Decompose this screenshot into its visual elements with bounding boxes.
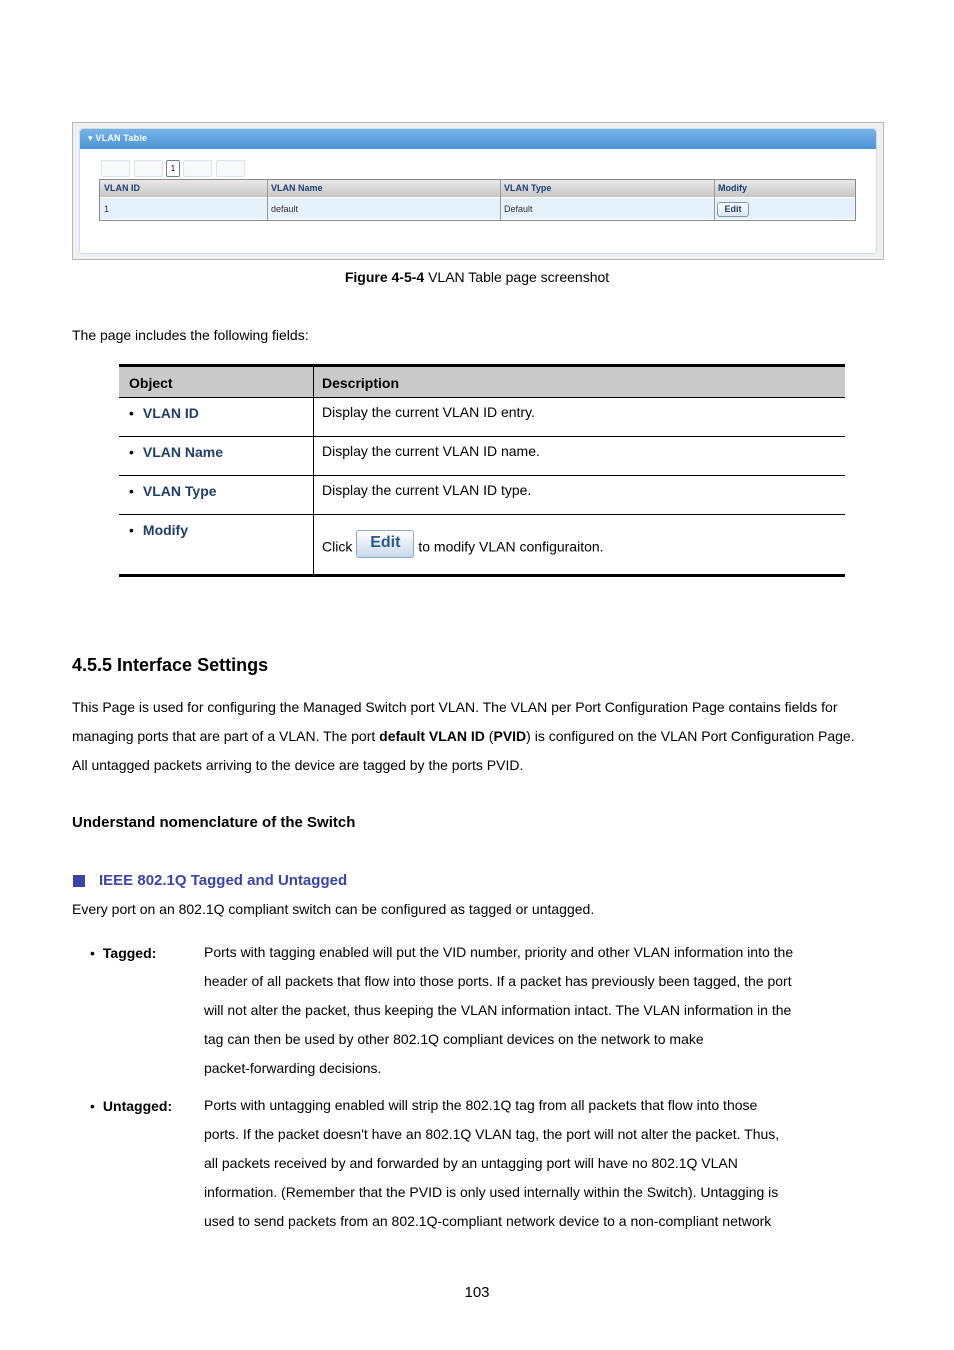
field-object-vlan-type: • VLAN Type	[129, 483, 217, 499]
field-object-vlan-id: • VLAN ID	[129, 405, 199, 421]
subheading: Understand nomenclature of the Switch	[72, 814, 356, 831]
field-desc-vlan-type: Display the current VLAN ID type.	[322, 482, 532, 498]
field-object-modify: • Modify	[129, 522, 189, 538]
section-paragraph-line: managing ports that are part of a VLAN. The port default VLAN ID (PVID) is configured on the VLAN Port Configuration Page.	[72, 728, 855, 744]
edit-button[interactable]: Edit	[717, 202, 749, 217]
col-header-vlan-name: VLAN Name	[271, 183, 323, 193]
row-divider	[119, 397, 845, 398]
col-header-vlan-id: VLAN ID	[104, 183, 140, 193]
item-text-line: Ports with untagging enabled will strip the 802.1Q tag from all packets that flow into those	[204, 1097, 758, 1113]
row-divider	[119, 436, 845, 437]
section-title: 4.5.5 Interface Settings	[72, 655, 269, 675]
field-object-vlan-name: • VLAN Name	[129, 444, 224, 460]
item-label-tagged: • Tagged:	[90, 945, 157, 961]
edit-button[interactable]: Edit	[356, 530, 414, 558]
field-desc-modify: Click Edit to modify VLAN configuraiton.	[322, 534, 604, 562]
ieee-heading: IEEE 802.1Q Tagged and Untagged	[99, 872, 348, 889]
item-text-line: will not alter the packet, thus keeping the VLAN information intact. The VLAN information in the	[204, 1002, 792, 1018]
row-divider	[119, 475, 845, 476]
table-bottom-rule	[119, 574, 845, 577]
figure-number: Figure 4-5-4	[344, 269, 425, 285]
vlan-table-panel-header	[80, 129, 876, 149]
fields-intro: The page includes the following fields:	[72, 327, 309, 343]
section-paragraph-line: This Page is used for configuring the Managed Switch port VLAN. The VLAN per Port Configuration Page contains fields for	[72, 699, 838, 715]
item-text-line: Ports with tagging enabled will put the VID number, priority and other VLAN information into the	[204, 944, 794, 960]
item-text-line: ports. If the packet doesn't have an 802.1Q VLAN tag, the port will not alter the packet. Thus,	[204, 1126, 780, 1142]
field-desc-vlan-id: Display the current VLAN ID entry.	[322, 404, 535, 420]
figure-caption	[0, 269, 954, 285]
pager-next-button[interactable]	[183, 160, 212, 177]
col-header-modify: Modify	[718, 183, 747, 193]
header-object: Object	[129, 375, 173, 391]
column-divider	[313, 367, 314, 575]
item-text-line: packet-forwarding decisions.	[204, 1060, 382, 1076]
page-number: 103	[464, 1284, 490, 1301]
item-text-line: tag can then be used by other 802.1Q compliant devices on the network to make	[204, 1031, 704, 1047]
item-text-line: information. (Remember that the PVID is only used internally within the Switch). Untagging is	[204, 1184, 779, 1200]
square-bullet-icon	[73, 875, 85, 887]
field-desc-vlan-name: Display the current VLAN ID name.	[322, 443, 540, 459]
column-divider	[500, 180, 501, 220]
cell-vlan-name: default	[271, 204, 299, 214]
column-divider	[714, 180, 715, 220]
ieee-intro: Every port on an 802.1Q compliant switch can be configured as tagged or untagged.	[72, 901, 595, 917]
item-text-line: header of all packets that flow into those ports. If a packet has previously been tagged, the port	[204, 973, 792, 989]
cell-vlan-type: Default	[504, 204, 533, 214]
vlan-table-panel-title: ▾ VLAN Table	[88, 133, 148, 143]
pager-prev-button[interactable]	[134, 160, 163, 177]
cell-vlan-id: 1	[104, 204, 110, 214]
col-header-vlan-type: VLAN Type	[504, 183, 552, 193]
column-divider	[267, 180, 268, 220]
header-description: Description	[322, 375, 400, 391]
item-text-line: all packets received by and forwarded by an untagging port will have no 802.1Q VLAN	[204, 1155, 738, 1171]
item-text-line: used to send packets from an 802.1Q-compliant network device to a non-compliant network	[204, 1213, 772, 1229]
pager-last-button[interactable]	[216, 160, 245, 177]
fields-table-header	[119, 367, 845, 397]
figure-caption-text: VLAN Table page screenshot	[424, 269, 610, 285]
section-paragraph-line: All untagged packets arriving to the device are tagged by the ports PVID.	[72, 757, 524, 773]
row-divider	[119, 514, 845, 515]
item-label-untagged: • Untagged:	[90, 1098, 173, 1114]
collapse-arrow-icon[interactable]: ▾	[88, 133, 93, 143]
pager-first-button[interactable]	[101, 160, 130, 177]
pager-current-page[interactable]: 1	[166, 160, 180, 177]
